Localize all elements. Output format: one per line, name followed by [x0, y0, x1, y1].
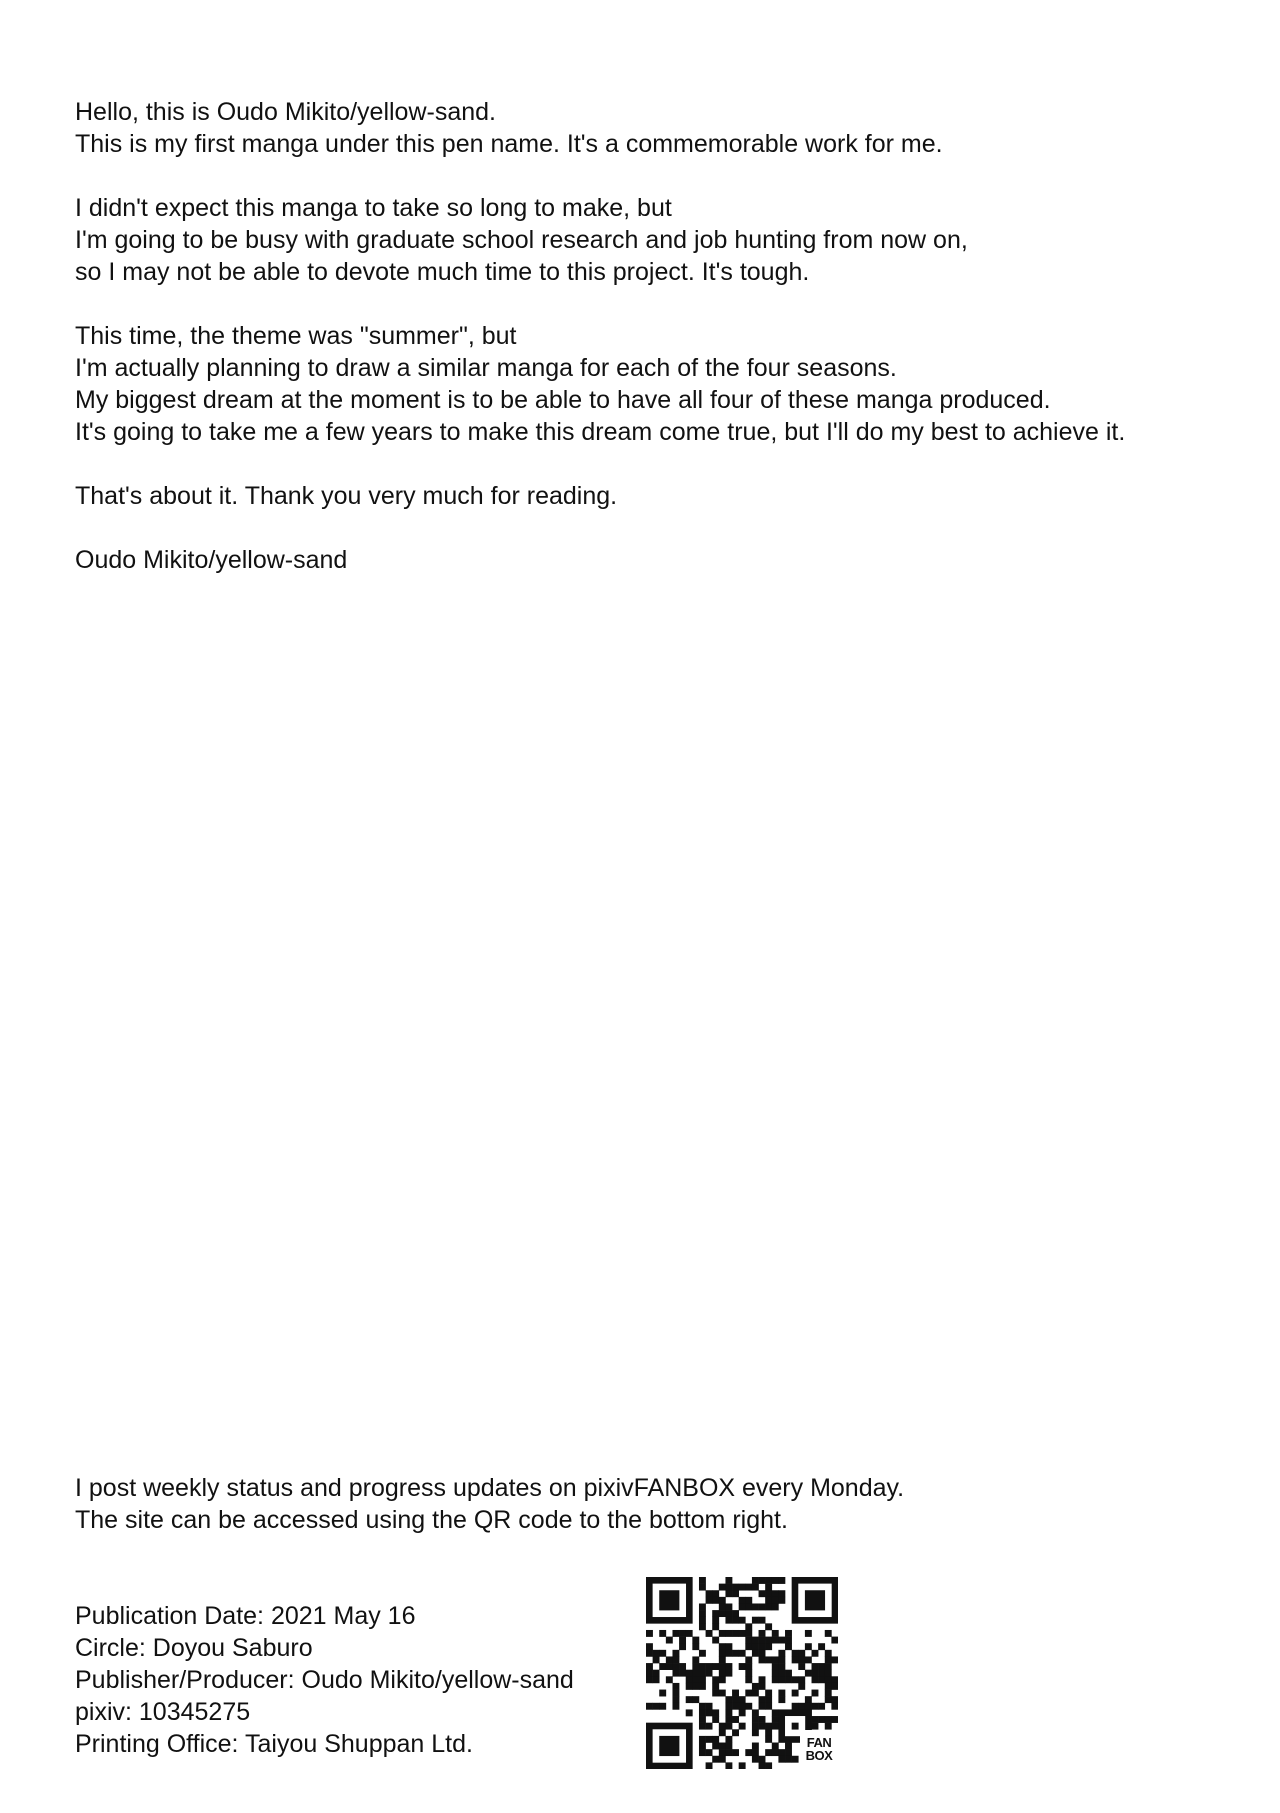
- fanbox-note: [75, 1472, 1075, 1536]
- printing-office: Printing Office: Taiyou Shuppan Ltd.: [75, 1730, 473, 1758]
- fanbox-note-line: I post weekly status and progress updates on pixivFANBOX every Monday.: [75, 1474, 905, 1502]
- afterword-paragraph-4: [75, 480, 1235, 512]
- publisher: Publisher/Producer: Oudo Mikito/yellow-sand: [75, 1666, 574, 1694]
- afterword-line: It's going to take me a few years to make this dream come true, but I'll do my best to achieve it.: [75, 418, 1126, 446]
- afterword-paragraph-2: [75, 192, 1235, 288]
- fanbox-logo-text: BOX: [805, 1748, 833, 1763]
- circle-name: Circle: Doyou Saburo: [75, 1634, 313, 1662]
- afterword-paragraph-3: [75, 320, 1235, 448]
- afterword-line: This is my first manga under this pen name. It's a commemorable work for me.: [75, 130, 943, 158]
- afterword: [75, 96, 1235, 576]
- colophon: [75, 1600, 635, 1760]
- afterword-line: so I may not be able to devote much time to this project. It's tough.: [75, 258, 810, 286]
- pixiv-id: pixiv: 10345275: [75, 1698, 251, 1726]
- afterword-line: This time, the theme was "summer", but: [75, 322, 517, 350]
- signature-line: Oudo Mikito/yellow-sand: [75, 546, 348, 574]
- afterword-paragraph-1: [75, 96, 1235, 160]
- fanbox-note-line: The site can be accessed using the QR code to the bottom right.: [75, 1506, 788, 1534]
- fanbox-logo: [800, 1730, 838, 1768]
- fanbox-logo-text: FAN: [806, 1735, 832, 1750]
- publication-date: Publication Date: 2021 May 16: [75, 1602, 416, 1630]
- afterword-line: That's about it. Thank you very much for reading.: [75, 482, 618, 510]
- afterword-line: I didn't expect this manga to take so long to make, but: [75, 194, 672, 222]
- afterword-line: Hello, this is Oudo Mikito/yellow-sand.: [75, 98, 496, 126]
- afterword-signature: [75, 544, 1235, 576]
- afterword-line: I'm going to be busy with graduate school research and job hunting from now on,: [75, 226, 968, 254]
- afterword-line: I'm actually planning to draw a similar manga for each of the four seasons.: [75, 354, 897, 382]
- afterword-line: My biggest dream at the moment is to be able to have all four of these manga produced.: [75, 386, 1051, 414]
